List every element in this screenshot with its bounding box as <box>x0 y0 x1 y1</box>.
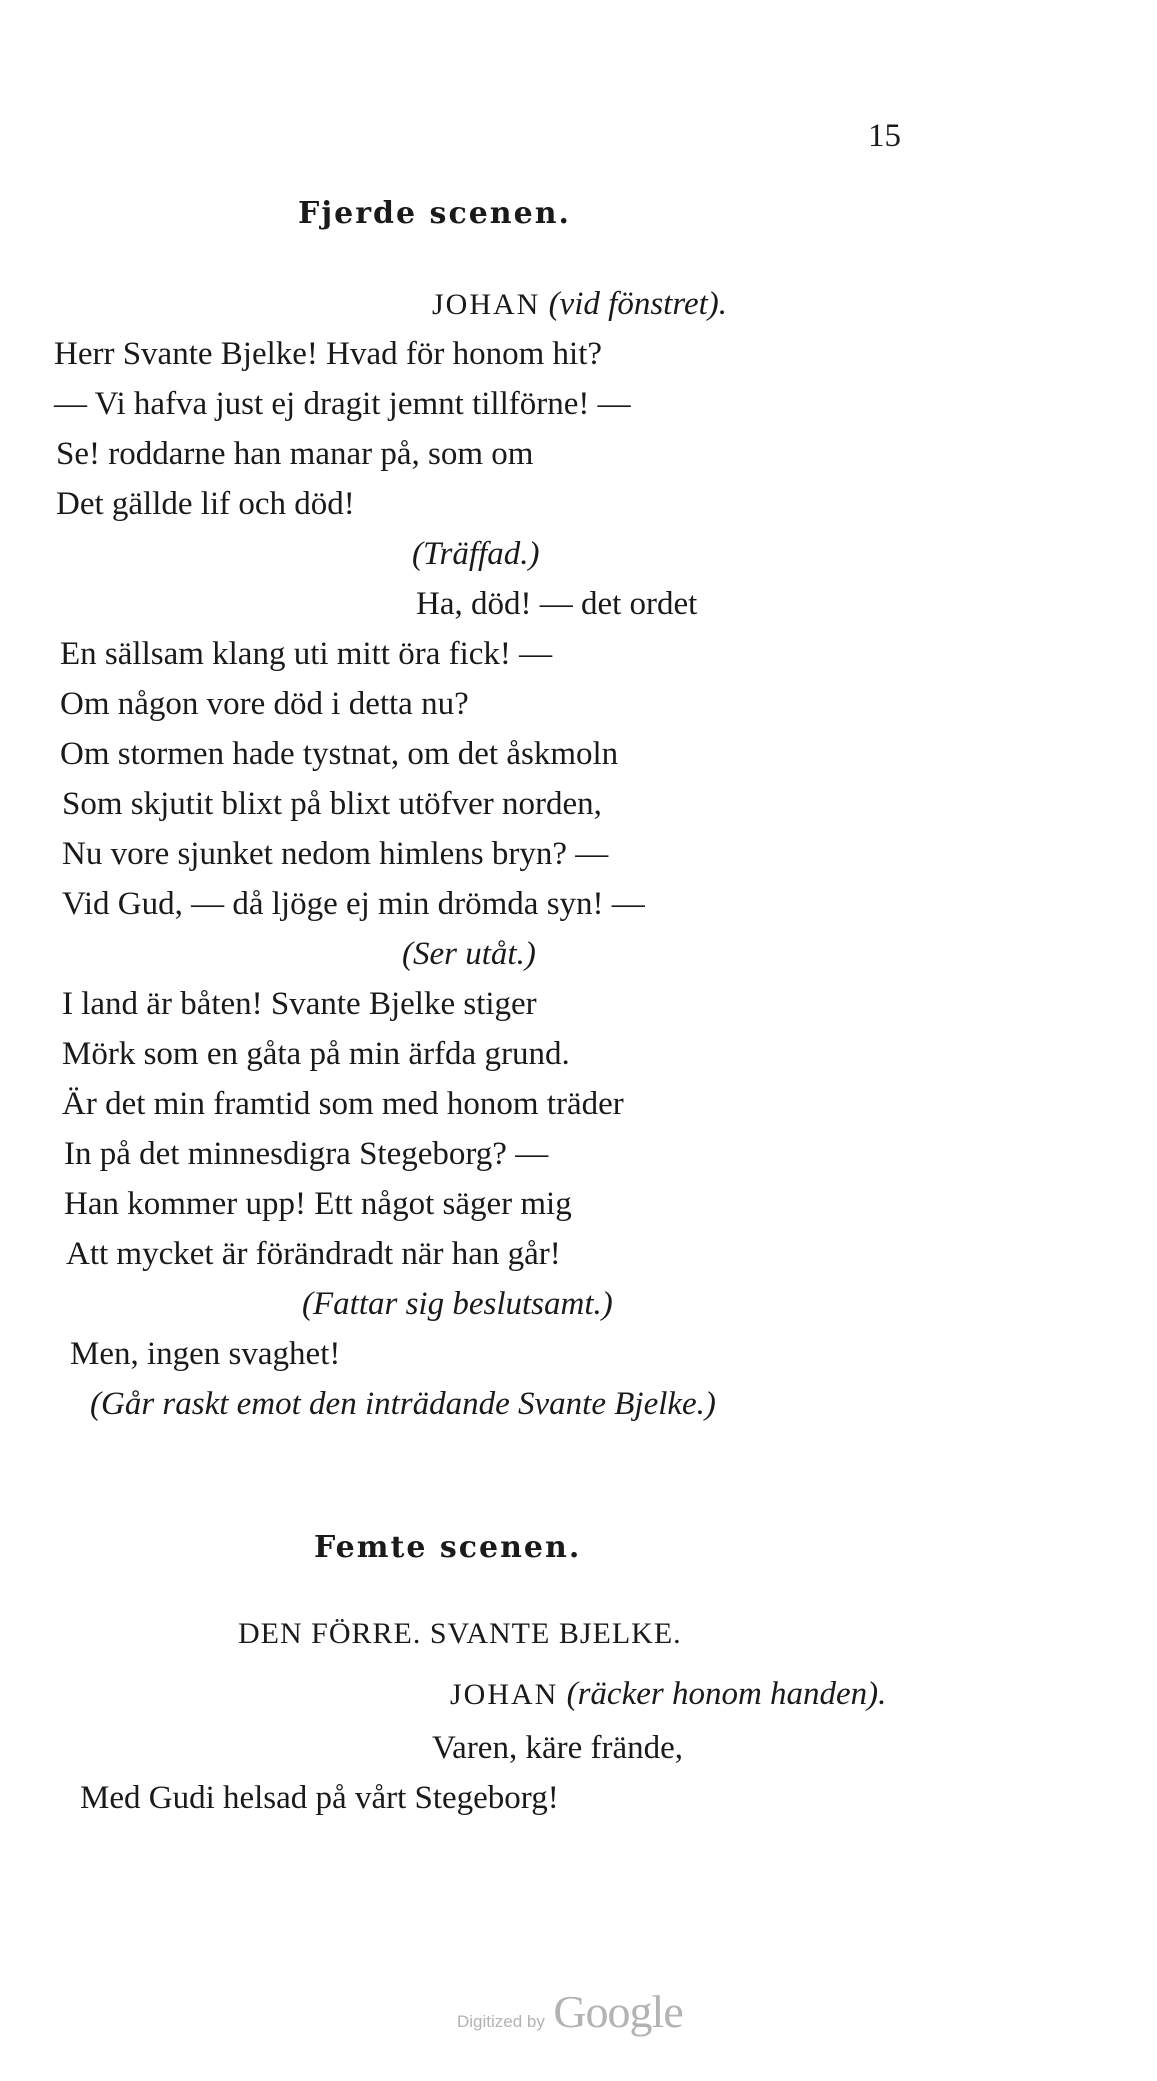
verse-line: In på det minnesdigra Stegeborg? — <box>64 1136 549 1172</box>
verse-line: Att mycket är förändradt när han går! <box>66 1236 561 1272</box>
stage-direction: (Träffad.) <box>412 536 540 572</box>
speaker-line <box>432 284 727 325</box>
stage-direction: (Fattar sig beslutsamt.) <box>302 1286 613 1322</box>
stage-direction: (vid fönstret). <box>548 286 727 322</box>
verse-line: Är det min framtid som med honom träder <box>62 1086 624 1122</box>
verse-line: Han kommer upp! Ett något säger mig <box>64 1186 572 1222</box>
verse-line: Om någon vore död i detta nu? <box>60 686 469 722</box>
watermark-small-text: Digitized by <box>457 2012 545 2031</box>
verse-line: Men, ingen svaghet! <box>70 1336 341 1372</box>
verse-line: Herr Svante Bjelke! Hvad för honom hit? <box>54 336 603 372</box>
verse-line: — Vi hafva just ej dragit jemnt tillförne! — <box>54 386 631 422</box>
stage-direction: (Ser utåt.) <box>402 936 536 972</box>
verse-line: Om stormen hade tystnat, om det åskmoln <box>60 736 619 772</box>
verse-line: En sällsam klang uti mitt öra fick! — <box>60 636 553 672</box>
stage-direction: (Går raskt emot den inträdande Svante Bjelke.) <box>90 1386 716 1422</box>
verse-line: Se! roddarne han manar på, som om <box>56 436 534 472</box>
verse-line: Det gällde lif och död! <box>56 486 355 522</box>
verse-line: Varen, käre frände, <box>432 1730 684 1766</box>
cast-list: DEN FÖRRE. SVANTE BJELKE. <box>238 1617 682 1650</box>
verse-line: Mörk som en gåta på min ärfda grund. <box>62 1036 570 1072</box>
watermark-logo-text: Google <box>553 1986 683 2037</box>
scene-heading-4: Fjerde scenen. <box>298 196 571 231</box>
verse-line: I land är båten! Svante Bjelke stiger <box>62 986 537 1022</box>
stage-direction: (räcker honom handen). <box>566 1676 887 1712</box>
verse-line: Ha, död! — det ordet <box>416 586 698 622</box>
verse-line: Vid Gud, — då ljöge ej min drömda syn! — <box>62 886 645 922</box>
verse-line: Som skjutit blixt på blixt utöfver norden, <box>62 786 602 822</box>
digitization-watermark <box>457 1985 683 2038</box>
speaker-line <box>450 1674 886 1715</box>
speaker-name: JOHAN <box>450 1678 559 1711</box>
page-number: 15 <box>868 118 901 154</box>
verse-line: Nu vore sjunket nedom himlens bryn? — <box>62 836 609 872</box>
speaker-name: JOHAN <box>432 288 541 321</box>
scene-heading-5: Femte scenen. <box>314 1530 582 1565</box>
verse-line: Med Gudi helsad på vårt Stegeborg! <box>80 1780 559 1816</box>
